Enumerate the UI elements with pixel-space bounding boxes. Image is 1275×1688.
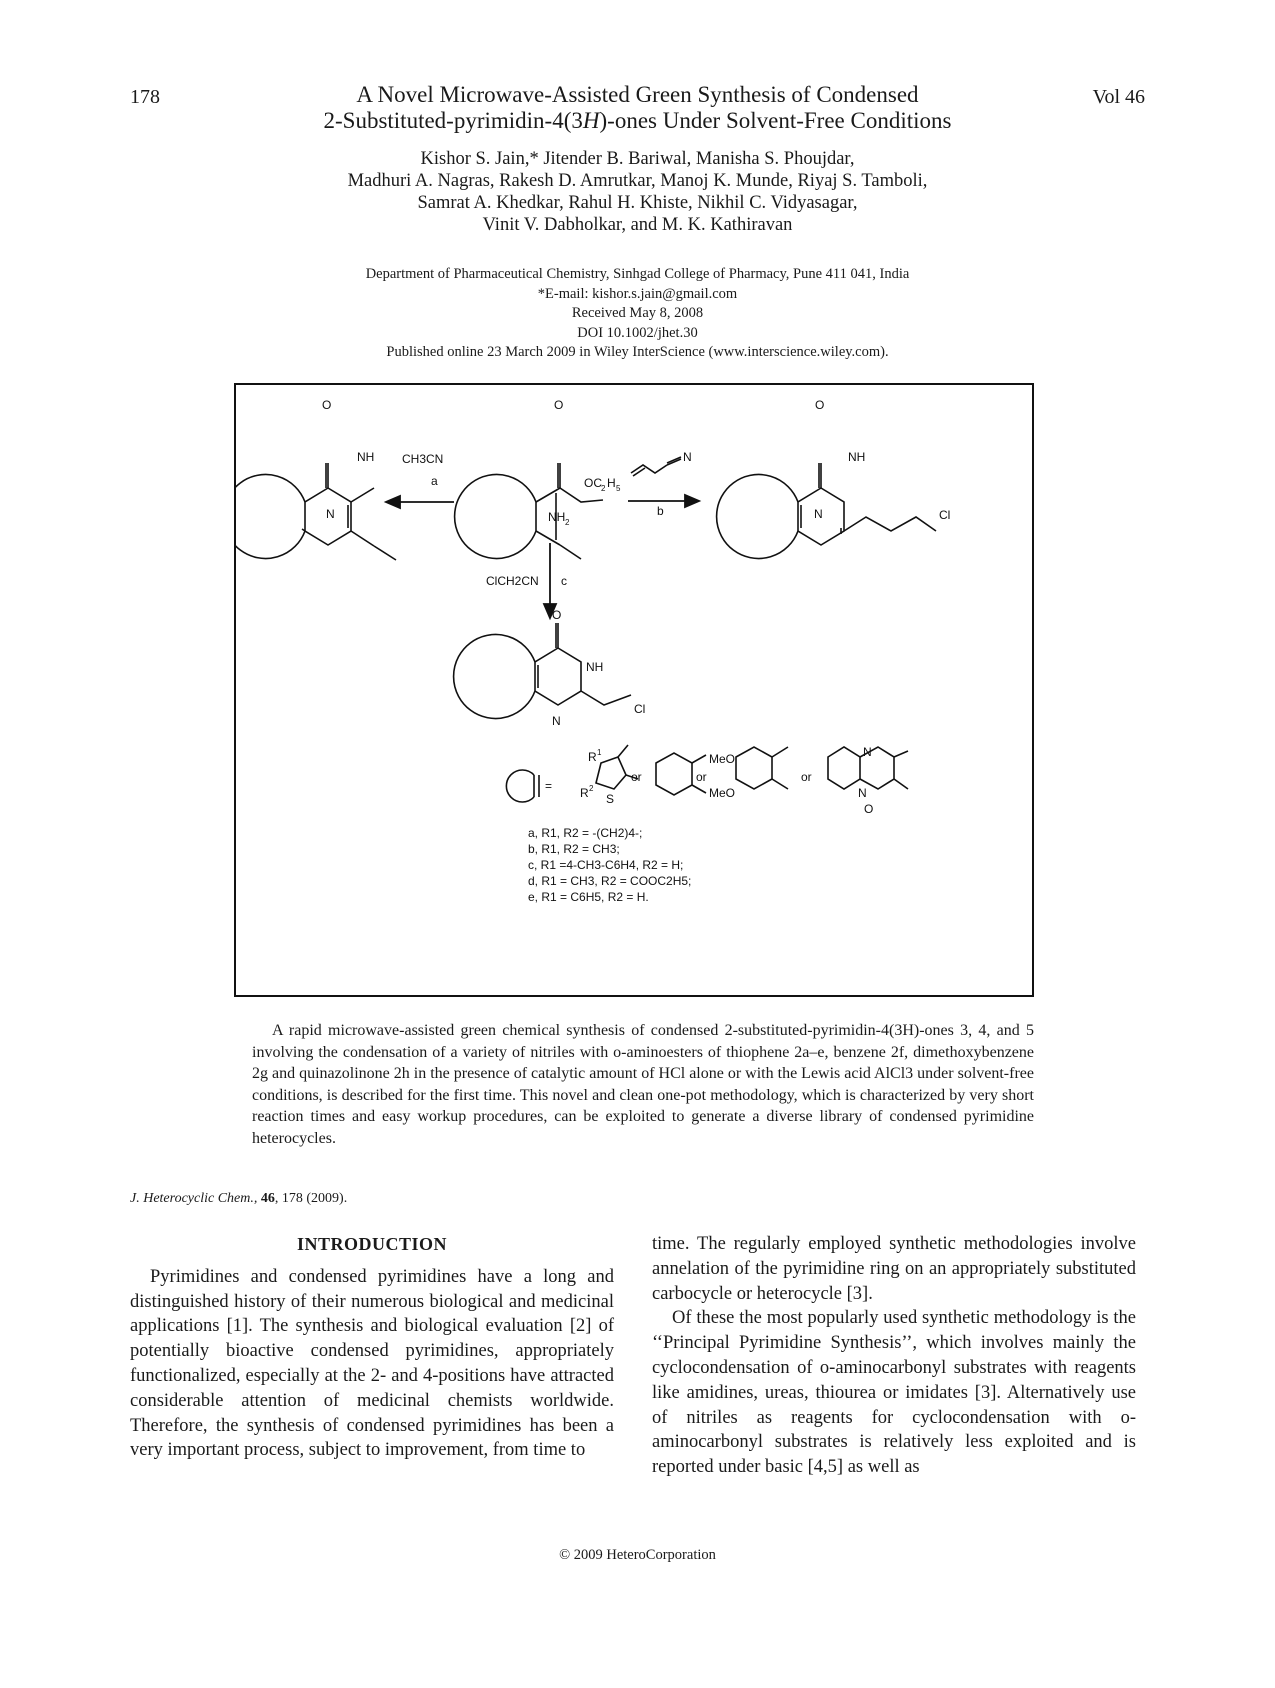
copyright-footer: © 2009 HeteroCorporation [559,1547,716,1563]
author-line: Vinit V. Dabholkar, and M. K. Kathiravan [482,215,793,235]
published-note: Published online 23 March 2009 in Wiley InterScience (www.interscience.wiley.com). [386,344,889,360]
legend-d: d, R1 = CH3, R2 = COOC2H5; [528,874,692,888]
svg-text:2: 2 [589,784,594,793]
svg-text:MeO: MeO [709,752,736,766]
svg-text:O: O [552,608,562,622]
department: Department of Pharmaceutical Chemistry, Sinhgad College of Pharmacy, Pune 411 041, India [365,266,910,282]
title-line-1: A Novel Microwave-Assisted Green Synthesis of Condensed [356,82,919,107]
label-b: b [657,504,664,518]
svg-text:Cl: Cl [939,508,951,522]
paragraph: Pyrimidines and condensed pyrimidines have a long and distinguished history of their numerous biological and medicinal applications [1]. The synthesis and biological evaluation [2] of potentially bioactive condensed pyrimidines, appropriately functionalized, especially at the 2- and 4-positions have attracted considerable attention of medicinal chemists worldwide. Therefore, the synthesis of condensed pyrimidines has been a very important process, subject to improvement, from time to [130,1266,614,1461]
label-c: c [561,574,567,588]
legend-b: b, R1, R2 = CH3; [528,842,620,856]
svg-text:NH: NH [548,510,566,524]
svg-text:2: 2 [601,484,606,493]
abstract: A rapid microwave-assisted green chemical synthesis of condensed 2-substituted-pyrimidin-4(3H)-ones 3, 4, and 5 involving the condensation of a variety of nitriles with o-aminoesters of thiophene 2a–e, benzene 2f, dimethoxybenzene 2g and quinazolinone 2h in the presence of catalytic amount of HCl alone or with the Lewis acid AlCl3 under solvent-free conditions, is described for the first time. This novel and clean one-pot methodology, which is characterized by very short reaction times and easy workup procedures, can be exploited to generate a diverse library of condensed pyrimidine heterocycles. [252,1022,1034,1147]
affiliation-block [250,265,1025,363]
svg-text:5: 5 [616,484,621,493]
svg-text:MeO: MeO [709,786,736,800]
section-heading: INTRODUCTION [296,1234,448,1254]
journal-citation: J. Heterocyclic Chem., 46, 178 (2009). [130,1191,348,1206]
paragraph: time. The regularly employed synthetic methodologies involve annelation of the pyrimidine ring on an appropriately substituted carbocycle or heterocycle [3]. [652,1234,1136,1304]
label-a: a [431,474,438,488]
column-left [130,1232,614,1463]
title-line-2: 2-Substituted-pyrimidin-4(3H)-ones Under Solvent-Free Conditions [323,108,952,133]
column-right [652,1232,1136,1480]
reagent-a: CH3CN [402,452,444,466]
legend-c: c, R1 =4-CH3-C6H4, R2 = H; [528,858,684,872]
equals-sign: = [545,779,553,793]
or-label: or [696,770,707,784]
reaction-scheme-drawing [236,385,1032,995]
svg-text:N: N [858,786,867,800]
n-label: N [326,507,335,521]
paragraph: Of these the most popularly used synthetic methodology is the ‘‘Principal Pyrimidine Synthesis’’, which involves mainly the cyclocondensation of o-aminocarbonyl substrates with reagents like amidines, ureas, thiourea or imidates [3]. Alternatively use of nitriles as reagents for cyclocondensation with o-aminocarbonyl substrates is relatively less exploited and is reported under basic [4,5] as well as [652,1308,1136,1478]
svg-text:H: H [607,476,616,490]
svg-text:Cl: Cl [634,702,646,716]
svg-text:1: 1 [597,748,602,757]
article-title [250,82,1025,134]
svg-text:N: N [552,714,561,728]
author-line: Samrat A. Khedkar, Rahul H. Khiste, Nikhil C. Vidyasagar, [417,193,858,213]
svg-text:N: N [814,507,823,521]
author-line: Madhuri A. Nagras, Rakesh D. Amrutkar, Manoj K. Munde, Riyaj S. Tamboli, [347,171,928,191]
svg-text:O: O [554,398,564,412]
page-number: 178 [130,86,160,108]
svg-text:R: R [588,750,597,764]
author-list [200,148,1075,236]
email[interactable]: *E-mail: kishor.s.jain@gmail.com [537,285,738,302]
svg-text:N: N [683,450,692,464]
nh-label: NH [357,450,375,464]
svg-text:N: N [863,745,872,759]
or-label: or [801,770,812,784]
svg-text:S: S [606,792,615,806]
svg-text:R: R [580,786,589,800]
svg-text:OC: OC [584,476,602,490]
author-line: Kishor S. Jain,* Jitender B. Bariwal, Manisha S. Phoujdar, [420,149,855,169]
svg-text:NH: NH [586,660,604,674]
svg-text:2: 2 [565,518,570,527]
svg-text:O: O [815,398,825,412]
volume-label: Vol 46 [1092,86,1145,108]
svg-text:O: O [864,802,874,816]
svg-text:NH: NH [848,450,866,464]
legend-e: e, R1 = C6H5, R2 = H. [528,890,649,904]
oxygen-label: O [322,398,332,412]
received-date: Received May 8, 2008 [571,305,704,321]
reagent-c: ClCH2CN [486,574,539,588]
doi[interactable]: DOI 10.1002/jhet.30 [577,324,698,341]
or-label: or [631,770,642,784]
reaction-scheme [234,383,1034,997]
legend-a: a, R1, R2 = -(CH2)4-; [528,826,643,840]
